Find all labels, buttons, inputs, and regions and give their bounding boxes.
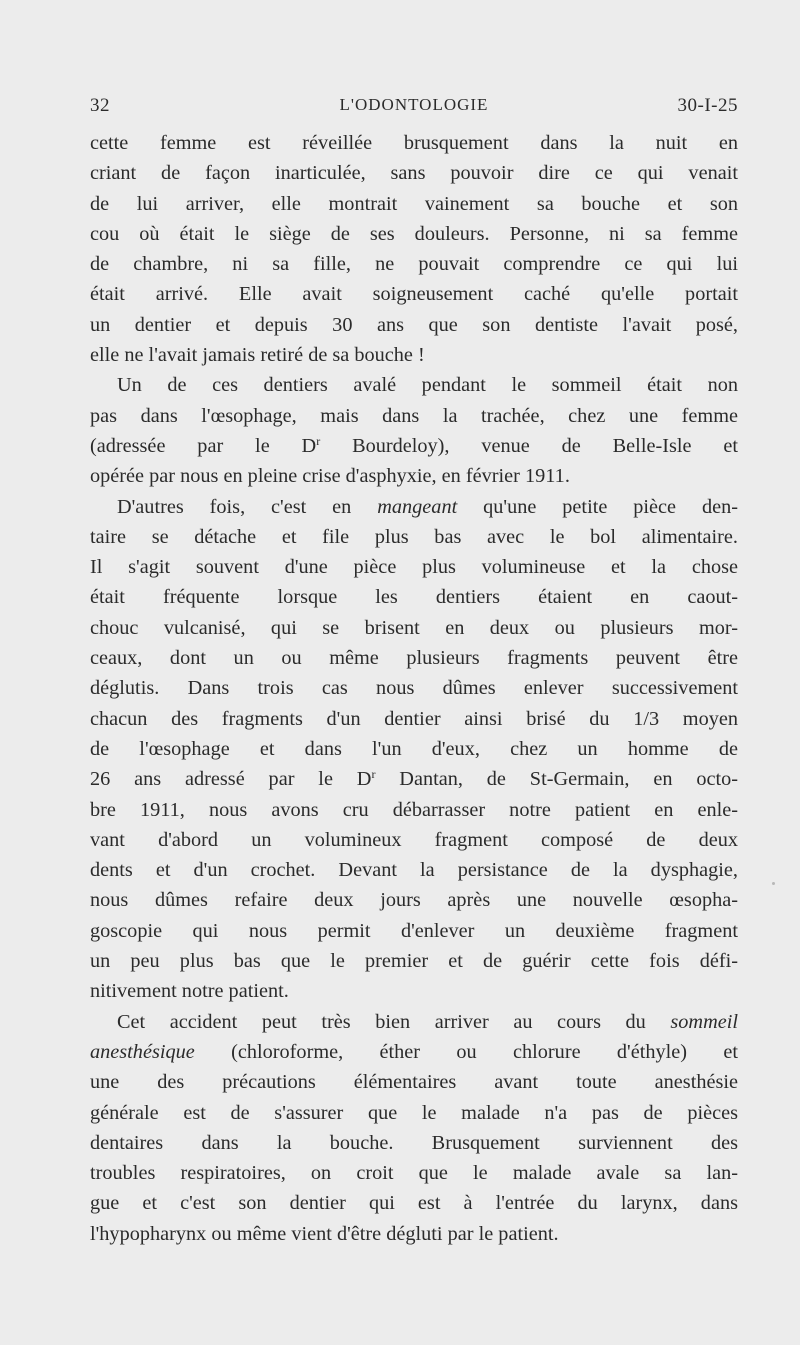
- superscript: r: [371, 767, 376, 782]
- text-line: était arrivé. Elle avait soigneusement caché qu'elle portait: [90, 283, 738, 306]
- page-number: 32: [90, 95, 110, 116]
- text-line: [90, 1007, 738, 1037]
- text-segment: qu'une petite pièce den-: [457, 495, 738, 518]
- text-line: était fréquente lorsque les dentiers étaient en caout-: [90, 586, 738, 609]
- body-text: [90, 128, 738, 1249]
- text-line: [90, 492, 738, 522]
- text-line: dentaires dans la bouche. Brusquement surviennent des: [90, 1131, 738, 1154]
- text-line: [90, 1037, 738, 1067]
- page-header: [90, 95, 738, 121]
- text-line: chouc vulcanisé, qui se brisent en deux ou plusieurs mor-: [90, 616, 738, 639]
- text-line: troubles respiratoires, on croit que le malade avale sa lan-: [90, 1162, 738, 1185]
- text-line: nitivement notre patient.: [90, 980, 289, 1003]
- text-segment: (adressée par le D: [90, 434, 317, 457]
- text-line: un peu plus bas que le premier et de guérir cette fois défi-: [90, 950, 738, 973]
- text-line: criant de façon inarticulée, sans pouvoir dire ce qui venait: [90, 162, 738, 185]
- text-line: chacun des fragments d'un dentier ainsi brisé du 1/3 moyen: [90, 707, 738, 730]
- text-line: taire se détache et file plus bas avec le bol alimentaire.: [90, 525, 738, 548]
- text-segment: Bourdeloy), venue de Belle-Isle et: [320, 434, 738, 457]
- italic-phrase: sommeil: [670, 1010, 738, 1033]
- text-line: goscopie qui nous permit d'enlever un deuxième fragment: [90, 919, 738, 942]
- text-line: déglutis. Dans trois cas nous dûmes enlever successivement: [90, 677, 738, 700]
- italic-phrase: anesthésique: [90, 1040, 195, 1063]
- text-line: vant d'abord un volumineux fragment composé de deux: [90, 828, 738, 851]
- text-line: nous dûmes refaire deux jours après une nouvelle œsopha-: [90, 889, 738, 912]
- text-line: cou où était le siège de ses douleurs. Personne, ni sa femme: [90, 222, 738, 245]
- text-segment: D'autres fois, c'est en: [117, 495, 378, 518]
- text-line: un dentier et depuis 30 ans que son dentiste l'avait posé,: [90, 313, 738, 336]
- text-line: bre 1911, nous avons cru débarrasser notre patient en enle-: [90, 798, 738, 821]
- superscript: r: [316, 433, 321, 448]
- text-line: elle ne l'avait jamais retiré de sa bouche !: [90, 344, 425, 367]
- text-segment: Cet accident peut très bien arriver au cours du: [117, 1010, 671, 1033]
- running-title: L'ODONTOLOGIE: [339, 95, 489, 114]
- text-line: de lui arriver, elle montrait vainement sa bouche et son: [90, 192, 738, 215]
- text-line: générale est de s'assurer que le malade n'a pas de pièces: [90, 1101, 738, 1124]
- text-segment: (chloroforme, éther ou chlorure d'éthyle) et: [194, 1040, 738, 1063]
- text-line: opérée par nous en pleine crise d'asphyxie, en février 1911.: [90, 465, 570, 488]
- text-line: dents et d'un crochet. Devant la persistance de la dysphagie,: [90, 859, 738, 882]
- text-line: Il s'agit souvent d'une pièce plus volumineuse et la chose: [90, 556, 738, 579]
- text-line: [90, 764, 738, 794]
- text-line: cette femme est réveillée brusquement dans la nuit en: [90, 132, 738, 154]
- text-segment: 26 ans adressé par le D: [90, 768, 372, 791]
- text-line: [90, 431, 738, 461]
- text-line: une des précautions élémentaires avant toute anesthésie: [90, 1071, 738, 1094]
- paper-speck: [772, 882, 775, 885]
- text-line: gue et c'est son dentier qui est à l'entrée du larynx, dans: [90, 1192, 738, 1215]
- text-line: de l'œsophage et dans l'un d'eux, chez un homme de: [90, 737, 738, 760]
- text-line: de chambre, ni sa fille, ne pouvait comprendre ce qui lui: [90, 253, 738, 276]
- italic-phrase: mangeant: [377, 495, 458, 518]
- text-line: pas dans l'œsophage, mais dans la trachée, chez une femme: [90, 404, 738, 427]
- text-segment: Dantan, de St-Germain, en octo-: [375, 768, 738, 791]
- issue-date: 30-I-25: [677, 95, 738, 116]
- text-line: Un de ces dentiers avalé pendant le sommeil était non: [117, 374, 738, 397]
- text-line: l'hypopharynx ou même vient d'être dégluti par le patient.: [90, 1222, 559, 1245]
- text-line: ceaux, dont un ou même plusieurs fragments peuvent être: [90, 647, 738, 670]
